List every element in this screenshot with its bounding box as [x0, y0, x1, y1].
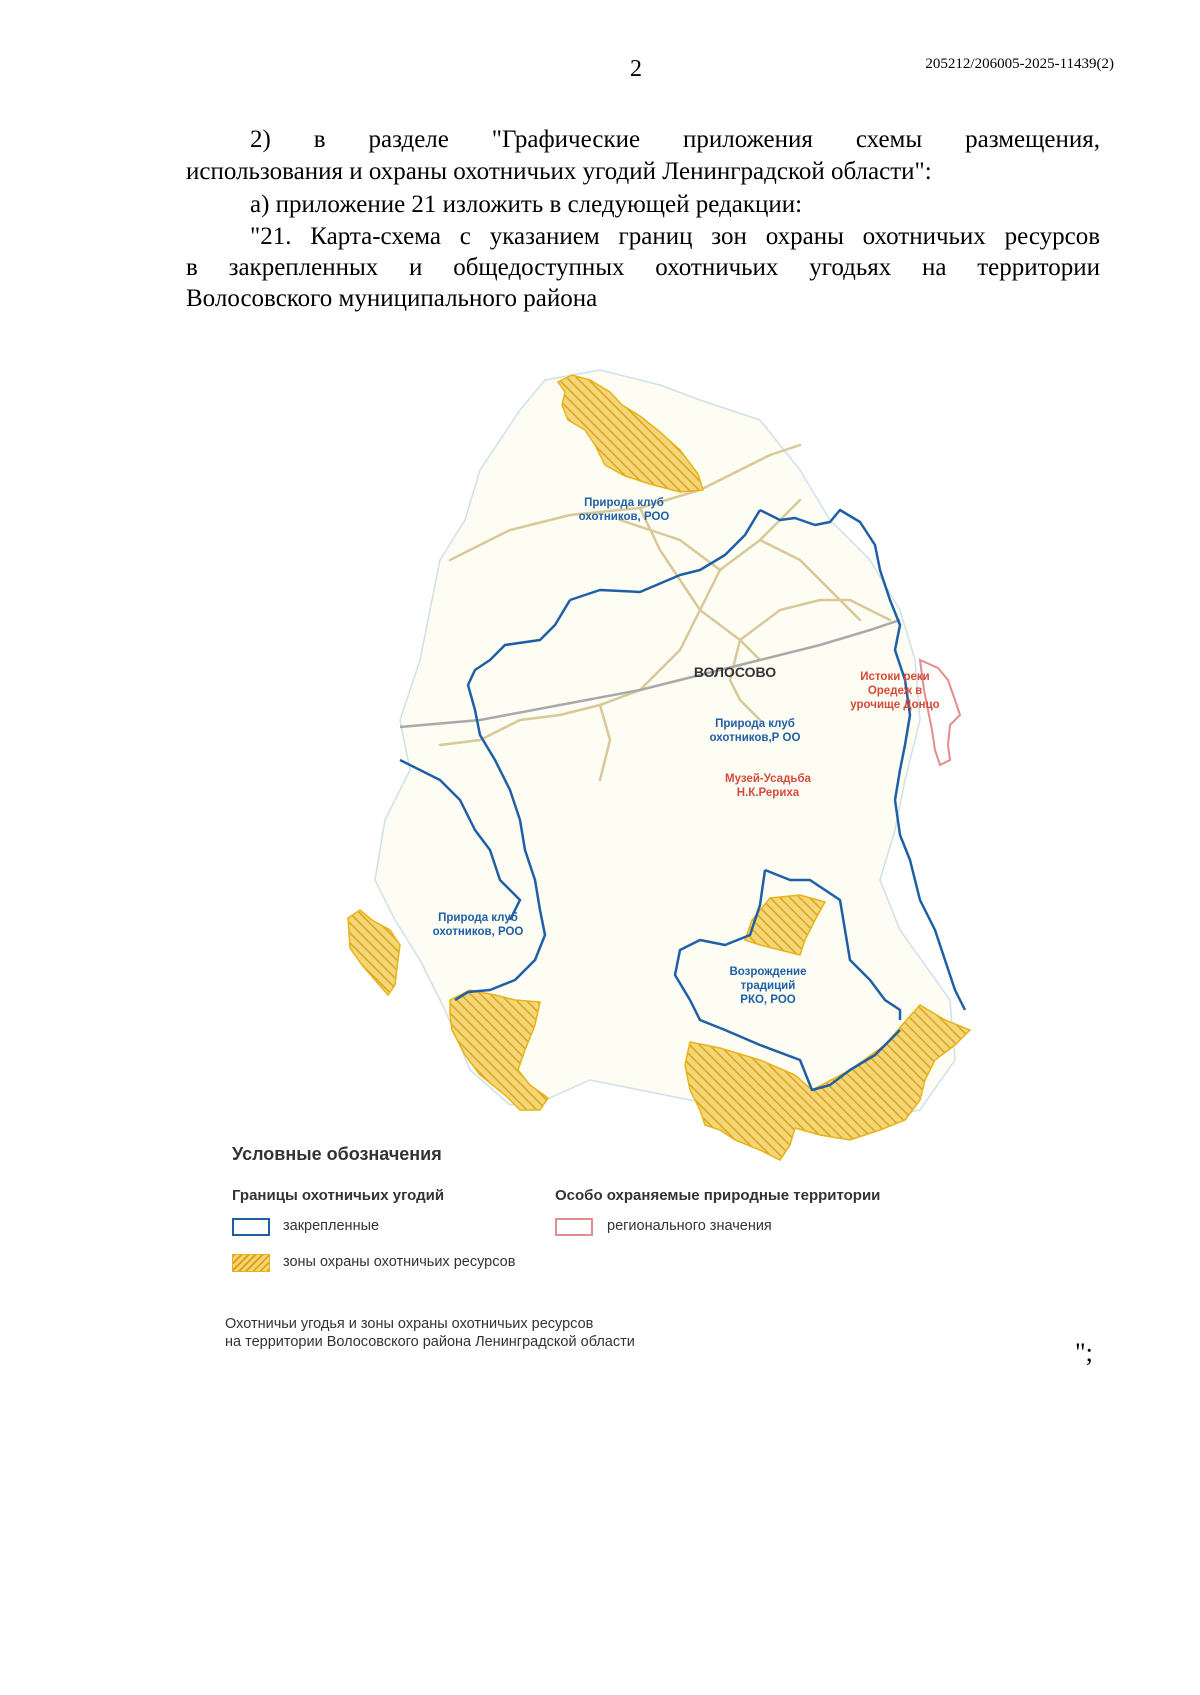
legend-heading-grounds: Границы охотничьих угодий [232, 1187, 445, 1204]
map-label-club-north: Природа клуб [584, 497, 664, 509]
map-label-revival: Возрождение [729, 966, 807, 978]
paragraph-line: "21. Карта-схема с указанием границ зон охраны охотничьих ресурсов [250, 223, 1100, 250]
legend-swatch-regional [555, 1218, 593, 1236]
page-number: 2 [630, 56, 642, 82]
paragraph-line: в закрепленных и общедоступных охотничьих угодьях на территории [186, 254, 1100, 281]
paragraph-line: а) приложение 21 изложить в следующей редакции: [250, 191, 803, 218]
map-label-volosovo: ВОЛОСОВО [693, 664, 777, 680]
map-label-revival: традиций [740, 980, 796, 992]
map-label-club-west: Природа клуб [438, 912, 518, 924]
legend-item-regional: регионального значения [607, 1218, 772, 1234]
protection-zone-west [348, 910, 400, 995]
paragraph-line: использования и охраны охотничьих угодий Ленинградской области": [186, 158, 932, 185]
map-label-oredezh-source: Оредеж в [867, 685, 923, 697]
map-label-club-center: охотников,Р ОО [709, 732, 801, 744]
map-label-oredezh-source: урочище Донцо [850, 699, 940, 711]
legend-title: Условные обозначения [232, 1144, 442, 1164]
document-id: 205212/206005-2025-11439(2) [925, 56, 1114, 72]
map-label-roerich-museum: Н.К.Рериха [736, 787, 800, 799]
map-caption: Охотничьи угодья и зоны охраны охотничьих ресурсов [225, 1316, 594, 1332]
map-label-revival: РКО, РОО [740, 994, 796, 1006]
map-label-club-center: Природа клуб [715, 718, 795, 730]
legend-item-protection-zones: зоны охраны охотничьих ресурсов [283, 1254, 516, 1270]
map-label-oredezh-source: Истоки реки [860, 671, 930, 683]
paragraph-line: Волосовского муниципального района [186, 285, 598, 312]
map-label-club-west: охотников, РОО [432, 926, 524, 938]
map-caption: на территории Волосовского района Ленинградской области [225, 1334, 635, 1350]
legend-swatch-protection-zones [232, 1254, 270, 1272]
map-label-roerich-museum: Музей-Усадьба [725, 773, 811, 785]
legend-heading-protected: Особо охраняемые природные территории [555, 1187, 881, 1204]
paragraph-line: 2) в разделе "Графические приложения схемы размещения, [250, 126, 1100, 153]
map-label-club-north: охотников, РОО [578, 511, 670, 523]
legend-swatch-assigned [232, 1218, 270, 1236]
legend-item-assigned: закрепленные [283, 1218, 380, 1234]
closing-quote: "; [1075, 1338, 1093, 1367]
